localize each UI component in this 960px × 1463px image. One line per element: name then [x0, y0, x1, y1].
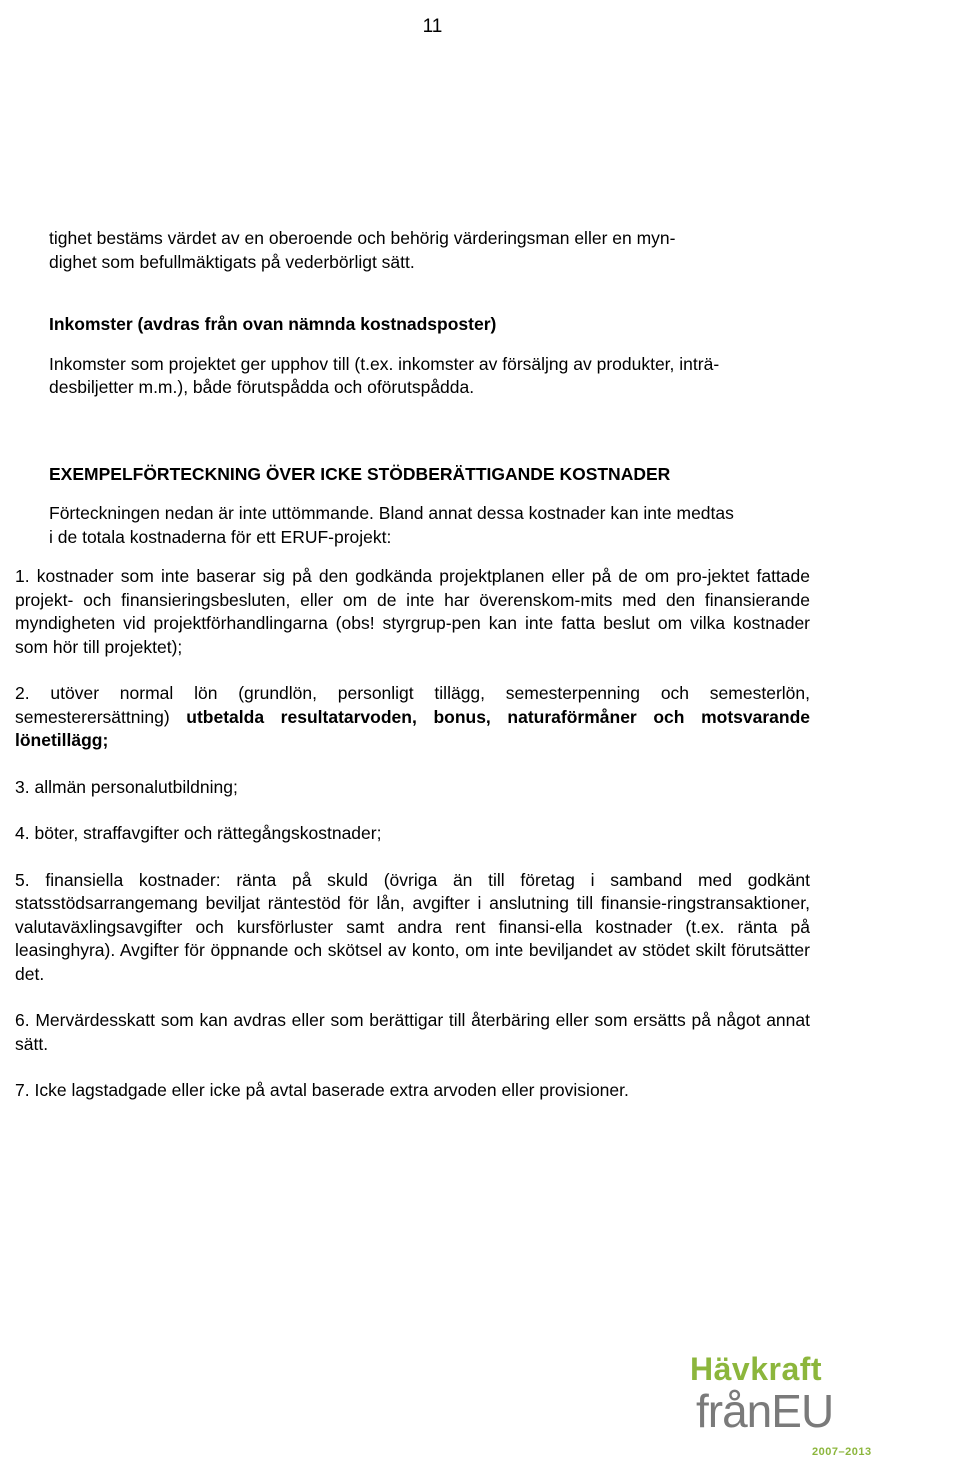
list-item-text: Icke lagstadgade eller icke på avtal baserade extra arvoden eller provisioner.: [34, 1080, 629, 1100]
logo-text-top: Hävkraft: [690, 1351, 823, 1387]
list-item-text: utöver normal lön (grundlön, personligt tillägg, semesterpenning och semesterlön, semesterersättning): [15, 683, 810, 727]
list-item-number: 1.: [15, 566, 30, 586]
list-item-text: finansiella kostnader: ränta på skuld (övriga än till företag i samband med godkänt statsstödsarrangemang beviljat räntestöd för lån, avgifter i anslutning till finansie-ringstransaktioner, valutaväxlingsavgifter och kursförluster samt andra rent finansi-ella kostnader (t.ex. ränta på leasinghyra). Avgifter för öppnande och skötsel av konto, om inte beviljandet av stödet skilt förutsätter det.: [15, 869, 810, 984]
non-eligible-costs-list: [15, 565, 810, 1103]
page-number: 11: [422, 16, 443, 37]
havkraft-fran-eu-logo: [690, 1352, 890, 1462]
list-item: [15, 1009, 810, 1056]
list-item-number: 5.: [15, 869, 30, 890]
list-item-number: 2.: [15, 683, 30, 703]
list-item-text: kostnader som inte baserar sig på den godkända projektplanen eller på de om pro-jektet fattade projekt- och finansieringsbesluten, eller om de inte har överenskom-mits med den finansierande myndigheten vid projektförhandlingarna (obs! styrgrup-pen kan inte fatta beslut om vilka kostnader som hör till projektet);: [15, 566, 810, 657]
examples-heading: EXEMPELFÖRTECKNING ÖVER ICKE STÖDBERÄTTIGANDE KOSTNADER: [49, 463, 671, 484]
list-item: [15, 682, 810, 753]
list-item-text: böter, straffavgifter och rättegångskostnader;: [34, 823, 382, 843]
list-item: [15, 869, 810, 987]
income-heading: Inkomster (avdras från ovan nämnda kostnadsposter): [49, 314, 497, 334]
list-item-text: Mervärdesskatt som kan avdras eller som berättigar till återbäring eller som ersätts på något annat sätt.: [15, 1010, 810, 1054]
intro-paragraph: [49, 227, 810, 274]
intro-line-2: dighet som befullmäktigats på vederbörligt sätt.: [49, 251, 415, 272]
list-item: [15, 822, 810, 846]
list-item-number: 4.: [15, 823, 30, 843]
list-item: [15, 1079, 810, 1103]
list-item: [15, 565, 810, 659]
list-item-number: 3.: [15, 776, 30, 797]
examples-intro-line-1: Förteckningen nedan är inte uttömmande. Bland annat dessa kostnader kan inte medtas: [49, 503, 734, 523]
examples-intro-line-2: i de totala kostnaderna för ett ERUF-projekt:: [49, 526, 392, 547]
list-item-text-bold: utbetalda resultatarvoden, bonus, naturaförmåner och motsvarande lönetillägg;: [15, 706, 810, 750]
logo-text-bottom: frånEU: [696, 1385, 834, 1437]
list-item-text: allmän personalutbildning;: [34, 776, 238, 797]
list-item-number: 6.: [15, 1010, 30, 1030]
list-item-number: 7.: [15, 1080, 30, 1100]
list-item: [15, 776, 810, 800]
examples-intro: [49, 502, 810, 549]
logo-years: 2007–2013: [812, 1446, 872, 1458]
income-paragraph: [49, 353, 810, 400]
income-line-2: desbiljetter m.m.), både förutspådda och oförutspådda.: [49, 377, 475, 397]
income-line-1: Inkomster som projektet ger upphov till (t.ex. inkomster av försäljng av produkter, inträ-: [49, 353, 720, 374]
intro-line-1: tighet bestäms värdet av en oberoende och behörig värderingsman eller en myn-: [49, 228, 676, 248]
document-body: [15, 227, 810, 1103]
